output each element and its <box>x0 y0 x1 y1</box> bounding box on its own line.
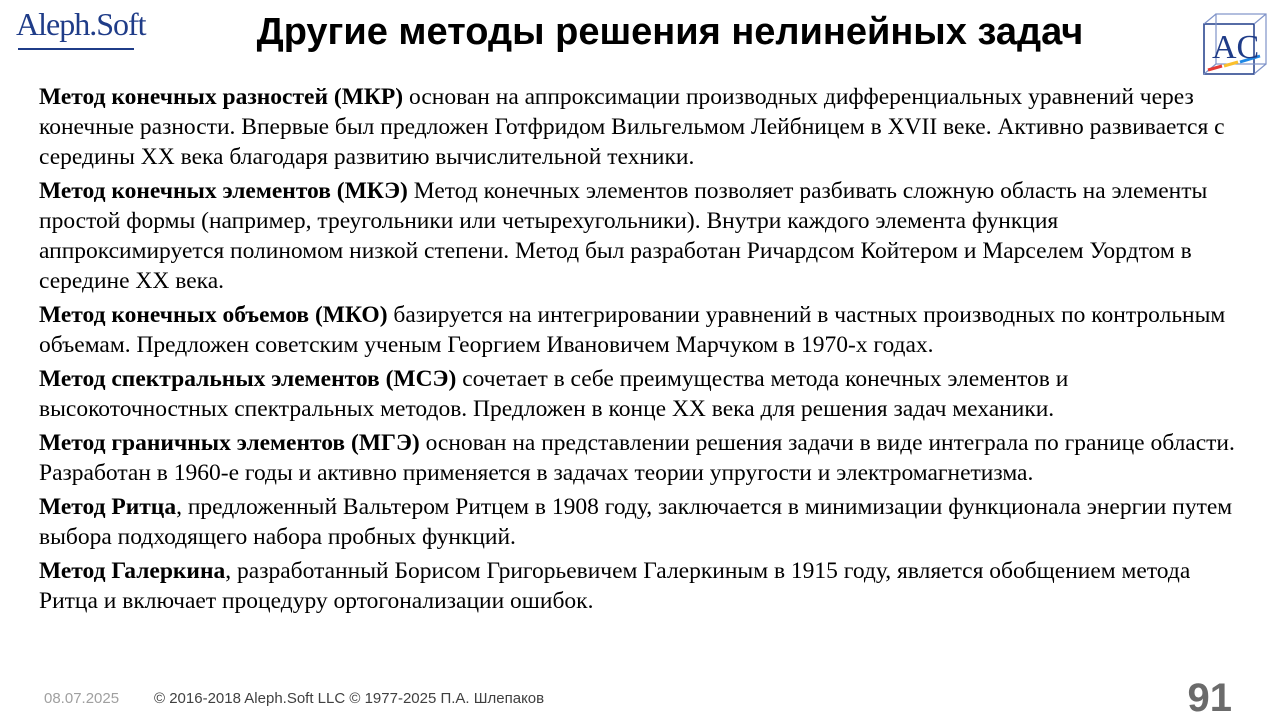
methods-list <box>39 82 1249 620</box>
method-paragraph: Метод Галеркина, разработанный Борисом Григорьевичем Галеркиным в 1915 году, является обобщением метода Ритца и включает процедуру ортогонализации ошибок. <box>39 558 1191 614</box>
logo-underline <box>18 48 134 50</box>
method-paragraph <box>39 364 1249 424</box>
method-name: Метод Ритца <box>39 494 177 520</box>
page-number: 91 <box>1187 676 1232 720</box>
method-name: Метод конечных разностей (МКР) <box>39 84 404 110</box>
slide-title: Другие методы решения нелинейных задач <box>256 11 1084 53</box>
ac-logo-letters: AC <box>1212 29 1260 66</box>
method-paragraph <box>39 82 1249 172</box>
method-description: предложенный Вальтером Ритцем в 1908 году, заключается в минимизации функционала энергии путем выбора подходящего набора пробных функций. <box>39 494 1233 550</box>
footer-copyright: © 2016-2018 Aleph.Soft LLC © 1977-2025 П.А. Шлепаков <box>154 690 545 707</box>
method-name: Метод граничных элементов (МГЭ) <box>39 430 420 456</box>
method-paragraph <box>39 300 1249 360</box>
method-description: основан на аппроксимации производных дифференциальных уравнений через конечные разности. Впервые был предложен Готфридом Вильгельмом Лейбницем в XVII веке. Активно развивается с середины XX века благодаря развитию вычислительной техники. <box>39 84 1225 170</box>
method-paragraph <box>39 176 1249 296</box>
ac-logo-icon <box>1202 12 1268 78</box>
method-description: основан на представлении решения задачи в виде интеграла по границе области. Разработан в 1960-е годы и активно применяется в задачах теории упругости и электромагнетизма. <box>39 430 1235 486</box>
footer-date: 08.07.2025 <box>44 690 120 707</box>
method-description: разработанный Борисом Григорьевичем Галеркиным в 1915 году, является обобщением метода Ритца и включает процедуру ортогонализации ошибок. <box>39 558 1191 614</box>
method-description: Метод конечных элементов позволяет разбивать сложную область на элементы простой формы (например, треугольники или четырехугольники). Внутри каждого элемента функция аппроксимируется полиномом низкой степени. Метод был разработан Ричардсом Койтером и Марселем Уордтом в середине XX века. <box>39 178 1208 294</box>
method-paragraph: Метод Ритца, предложенный Вальтером Ритцем в 1908 году, заключается в минимизации функционала энергии путем выбора подходящего набора пробных функций. <box>39 494 1233 550</box>
method-name: Метод конечных объемов (МКО) <box>39 302 388 328</box>
method-name: Метод конечных элементов (МКЭ) <box>39 178 408 204</box>
method-name: Метод спектральных элементов (МСЭ) <box>39 366 457 392</box>
method-description: сочетает в себе преимущества метода конечных элементов и высокоточностных спектральных методов. Предложен в конце XX века для решения задач механики. <box>39 366 1069 422</box>
aleph-soft-logo: Aleph.Soft <box>16 6 146 42</box>
method-description: базируется на интегрировании уравнений в частных производных по контрольным объемам. Предложен советским ученым Георгием Ивановичем Марчуком в 1970-х годах. <box>39 302 1226 358</box>
method-name: Метод Галеркина <box>39 558 226 584</box>
method-paragraph <box>39 428 1249 488</box>
